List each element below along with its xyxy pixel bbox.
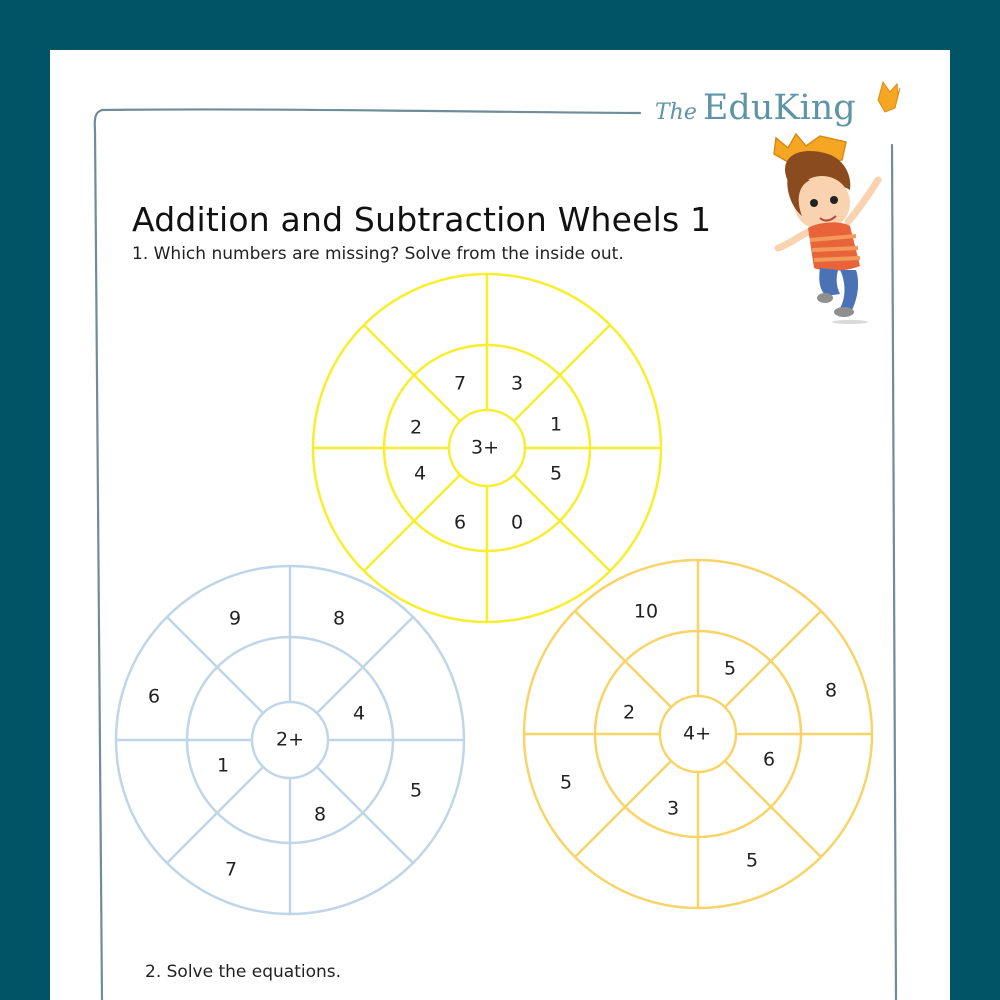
- wheel-outer-cell: 5: [745, 849, 759, 872]
- wheel-inner-cell: 4: [413, 462, 427, 485]
- wheel-outer-cell: 10: [633, 600, 659, 623]
- wheel-outer-cell: 5: [409, 779, 423, 802]
- wheel-inner-cell: 5: [723, 657, 737, 680]
- logo-the-text: The: [655, 100, 697, 125]
- wheel-outer-cell: 8: [824, 679, 838, 702]
- wheel-inner-cell: 1: [216, 754, 230, 777]
- question-1-prompt: 1. Which numbers are missing? Solve from the inside out.: [132, 244, 624, 264]
- wheel-inner-cell: 0: [510, 511, 524, 534]
- page-title: Addition and Subtraction Wheels 1: [132, 200, 712, 239]
- question-2-prompt: 2. Solve the equations.: [145, 962, 342, 982]
- wheel-outer-cell: 7: [224, 858, 238, 881]
- logo-crown-icon: [878, 82, 900, 112]
- wheel-center-label: 3+: [470, 436, 500, 459]
- wheel-inner-cell: 2: [622, 701, 636, 724]
- boy-mascot-icon: [774, 134, 878, 324]
- wheel-outer-cell: 6: [147, 685, 161, 708]
- logo-name-text: EduKing: [702, 88, 856, 128]
- wheel-inner-cell: 8: [313, 803, 327, 826]
- wheel-outer-cell: 5: [559, 771, 573, 794]
- worksheet-artwork: [50, 50, 950, 1000]
- wheel-inner-cell: 7: [453, 372, 467, 395]
- wheel-inner-cell: 4: [352, 702, 366, 725]
- wheel-inner-cell: 2: [409, 416, 423, 439]
- worksheet-page: [50, 50, 950, 1000]
- page-border-right: [892, 145, 896, 1000]
- wheel-inner-cell: 5: [549, 462, 563, 485]
- wheel-inner-cell: 6: [453, 511, 467, 534]
- wheel-inner-cell: 6: [762, 748, 776, 771]
- wheel-inner-cell: 3: [510, 372, 524, 395]
- wheel-inner-cell: 1: [549, 413, 563, 436]
- wheel-outer-cell: 8: [332, 607, 346, 630]
- wheel-outer-cell: 9: [228, 607, 242, 630]
- wheel-center-label: 4+: [682, 722, 712, 745]
- wheel-center-label: 2+: [275, 728, 305, 751]
- eduking-logo: [655, 88, 856, 128]
- wheel-inner-cell: 3: [666, 797, 680, 820]
